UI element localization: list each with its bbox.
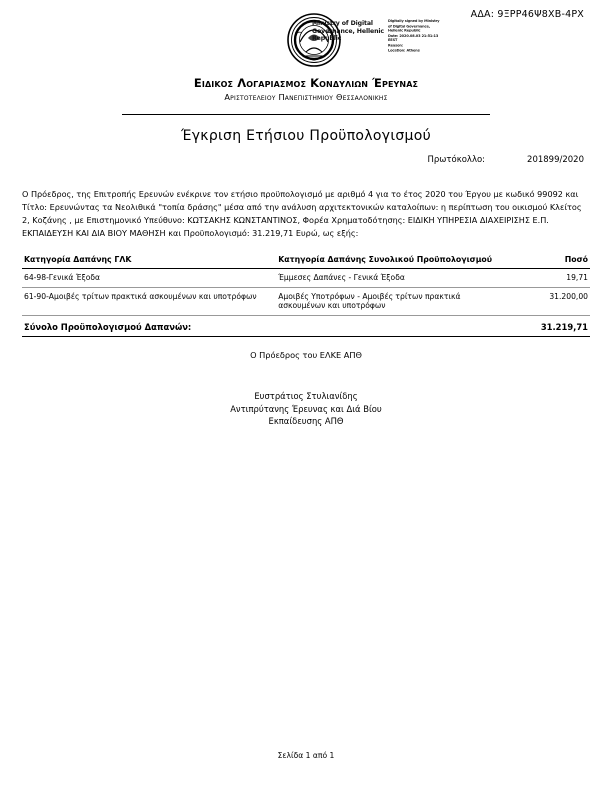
seal-signature-details — [388, 19, 450, 53]
protocol-line — [427, 155, 584, 165]
signatory-title-line-2: Εκπαίδευσης ΑΠΘ — [268, 416, 344, 426]
header-divider — [122, 114, 490, 115]
cell-glk-category: 64-98-Γενικά Έξοδα — [22, 269, 276, 288]
organisation-name: Ειδικός Λογαριασμός Κονδυλίων Έρευνας — [193, 76, 419, 90]
signatory-role: Ο Πρόεδρος του ΕΛΚΕ ΑΠΘ — [250, 350, 362, 360]
seal-caption: Ministry of Digital Governance, Hellenic Republic — [312, 20, 384, 43]
total-amount: 31.219,71 — [507, 315, 590, 336]
table-foot — [22, 315, 590, 336]
table-row — [22, 269, 590, 288]
table-body — [22, 269, 590, 316]
page-footer: Σελίδα 1 από 1 — [277, 751, 335, 760]
table-total-row — [22, 315, 590, 336]
protocol-value: 201899/2020 — [527, 155, 584, 165]
cell-total-budget-category: Αμοιβές Υποτρόφων - Αμοιβές τρίτων πρακτικά ασκουμένων και υποτρόφων — [276, 287, 507, 315]
column-header-total-budget-category: Κατηγορία Δαπάνης Συνολικού Προϋπολογισμού — [276, 251, 507, 269]
seal-detail-line: Reason: — [388, 43, 404, 48]
body-paragraph: Ο Πρόεδρος, της Επιτροπής Ερευνών ενέκρινε τον ετήσιο προϋπολογισμό με αριθμό 4 για το έτος 2020 του Έργου με κωδικό 99092 και Τίτλο: Ερευνώντας τα Νεολιθικά "τοπία δράσης" μέσα από την ανάλυση αρχιτεκτονικών καταλοίπων: η περίπτωση του οικισμού Κλείτος 2, Κοζάνης , με Επιστημονικό Υπεύθυνο: ΚΩΤΣΑΚΗΣ ΚΩΝΣΤΑΝΤΙΝΟΣ, Φορέα Χρηματοδότησης: ΕΙΔΙΚΗ ΥΠΗΡΕΣΙΑ ΔΙΑΧΕΙΡΙΣΗΣ Ε.Π. ΕΚΠΑΙΔΕΥΣΗ ΚΑΙ ΔΙΑ ΒΙΟΥ ΜΑΘΗΣΗ και Προϋπολογισμό: 31.219,71 Ευρώ, ως εξής: — [22, 189, 582, 238]
seal-detail-line: Hellenic Republic — [388, 28, 421, 33]
table-header-row — [22, 251, 590, 269]
seal-detail-line: of Digital Governance, — [388, 23, 430, 29]
signatory-title-line-1: Αντιπρύτανης Έρευνας και Διά Βίου — [230, 403, 382, 414]
table-head — [22, 251, 590, 269]
page-title: Έγκριση Ετήσιου Προϋπολογισμού — [180, 128, 432, 144]
seal-detail-line: EEST — [388, 38, 398, 43]
cell-glk-category: 61-90-Αμοιβές τρίτων πρακτικά ασκουμένων και υποτρόφων — [22, 287, 276, 315]
ada-code: ΑΔΑ: 9ΞΡΡ46Ψ8ΧΒ-4ΡΧ — [470, 9, 584, 20]
seal-detail-line: Date: 2020.08.03 21:51:13 — [388, 33, 439, 38]
total-spacer — [276, 315, 507, 336]
seal-detail-line: Digitally signed by Ministry — [388, 19, 440, 24]
organisation-subtitle: Αριστοτελείου Πανεπιστημίου Θεσσαλονίκης — [224, 92, 388, 102]
seal-detail-line: Location: Athens — [388, 47, 420, 53]
cell-amount: 19,71 — [507, 269, 590, 288]
protocol-label: Πρωτόκολλο: — [427, 155, 486, 165]
table-row — [22, 287, 590, 315]
column-header-glk-category: Κατηγορία Δαπάνης ΓΛΚ — [22, 251, 276, 269]
total-label: Σύνολο Προϋπολογισμού Δαπανών: — [22, 315, 276, 336]
signatory-block — [0, 390, 612, 428]
signatory-name: Ευστράτιος Στυλιανίδης — [254, 391, 358, 401]
cell-amount: 31.200,00 — [507, 287, 590, 315]
cell-total-budget-category: Έμμεσες Δαπάνες - Γενικά Έξοδα — [276, 269, 507, 288]
budget-table — [22, 251, 590, 337]
column-header-amount: Ποσό — [507, 251, 590, 269]
digital-signature-seal — [286, 12, 446, 70]
